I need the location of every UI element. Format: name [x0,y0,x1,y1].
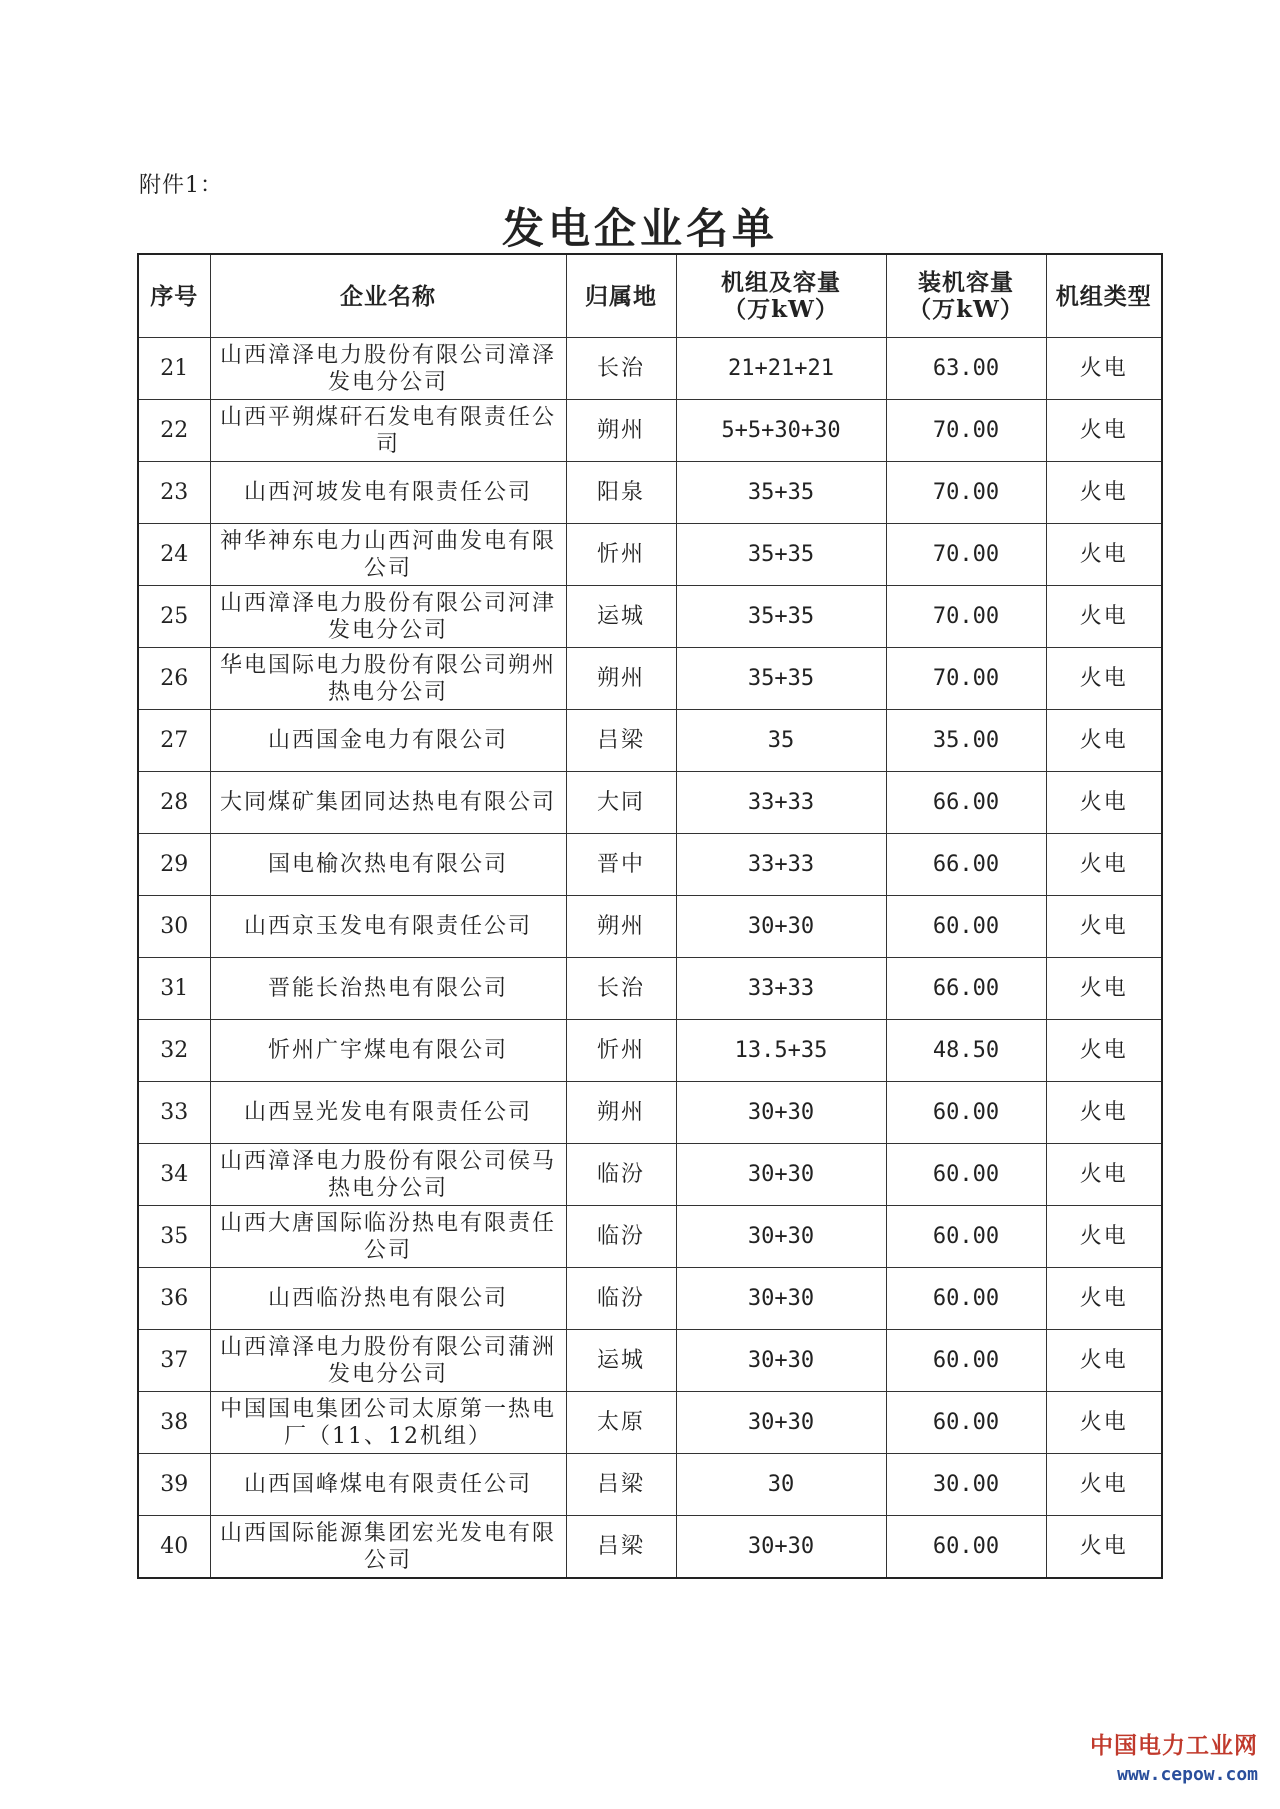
cell-installed-capacity: 66.00 [886,772,1046,834]
table-row [138,1268,1162,1330]
header-type: 机组类型 [1046,254,1162,338]
cell-company-name: 山西国际能源集团宏光发电有限公司 [210,1516,566,1579]
table-row [138,1330,1162,1392]
cell-unit-type: 火电 [1046,648,1162,710]
header-installed-line1: 装机容量 [918,269,1014,296]
table-row [138,1206,1162,1268]
cell-unit-type: 火电 [1046,524,1162,586]
cell-units-capacity: 33+33 [676,834,886,896]
cell-installed-capacity: 35.00 [886,710,1046,772]
cell-no: 31 [138,958,210,1020]
cell-unit-type: 火电 [1046,1516,1162,1579]
cell-company-name: 华电国际电力股份有限公司朔州热电分公司 [210,648,566,710]
cell-company-name: 神华神东电力山西河曲发电有限公司 [210,524,566,586]
cell-installed-capacity: 66.00 [886,958,1046,1020]
cell-company-name: 山西国金电力有限公司 [210,710,566,772]
cell-units-capacity: 30+30 [676,1330,886,1392]
cell-no: 21 [138,338,210,400]
cell-company-name: 山西大唐国际临汾热电有限责任公司 [210,1206,566,1268]
table-row [138,400,1162,462]
header-installed [886,254,1046,338]
cell-no: 27 [138,710,210,772]
cell-units-capacity: 33+33 [676,958,886,1020]
cell-company-name: 山西临汾热电有限公司 [210,1268,566,1330]
cell-company-name: 山西漳泽电力股份有限公司河津发电分公司 [210,586,566,648]
cell-company-name: 山西漳泽电力股份有限公司蒲洲发电分公司 [210,1330,566,1392]
cell-unit-type: 火电 [1046,1392,1162,1454]
cell-unit-type: 火电 [1046,1268,1162,1330]
cell-no: 40 [138,1516,210,1579]
cell-no: 34 [138,1144,210,1206]
cell-no: 35 [138,1206,210,1268]
cell-location: 朔州 [566,1082,676,1144]
header-location: 归属地 [566,254,676,338]
cell-location: 朔州 [566,648,676,710]
cell-unit-type: 火电 [1046,400,1162,462]
cell-unit-type: 火电 [1046,586,1162,648]
cell-installed-capacity: 70.00 [886,524,1046,586]
cell-unit-type: 火电 [1046,958,1162,1020]
table-row [138,834,1162,896]
cell-unit-type: 火电 [1046,338,1162,400]
table-row [138,1020,1162,1082]
table-row [138,524,1162,586]
table-row [138,1516,1162,1579]
cell-company-name: 忻州广宇煤电有限公司 [210,1020,566,1082]
page-title: 发电企业名单 [501,204,778,253]
cell-units-capacity: 30+30 [676,1082,886,1144]
cell-location: 大同 [566,772,676,834]
cell-company-name: 山西京玉发电有限责任公司 [210,896,566,958]
cell-location: 忻州 [566,1020,676,1082]
cell-units-capacity: 30+30 [676,1268,886,1330]
table-row [138,648,1162,710]
cell-no: 24 [138,524,210,586]
cell-units-capacity: 33+33 [676,772,886,834]
cell-unit-type: 火电 [1046,1144,1162,1206]
cell-location: 吕梁 [566,1516,676,1579]
cell-no: 39 [138,1454,210,1516]
cell-units-capacity: 30 [676,1454,886,1516]
cell-location: 运城 [566,586,676,648]
cell-installed-capacity: 70.00 [886,648,1046,710]
table-row [138,462,1162,524]
cell-installed-capacity: 60.00 [886,1392,1046,1454]
cell-no: 26 [138,648,210,710]
cell-company-name: 山西漳泽电力股份有限公司侯马热电分公司 [210,1144,566,1206]
watermark-name: 中国电力工业网 [1090,1733,1258,1759]
cell-no: 38 [138,1392,210,1454]
cell-units-capacity: 30+30 [676,1516,886,1579]
cell-units-capacity: 35 [676,710,886,772]
cell-no: 25 [138,586,210,648]
table-row [138,1082,1162,1144]
cell-units-capacity: 35+35 [676,586,886,648]
cell-company-name: 山西河坡发电有限责任公司 [210,462,566,524]
cell-location: 晋中 [566,834,676,896]
cell-units-capacity: 5+5+30+30 [676,400,886,462]
cell-units-capacity: 30+30 [676,1206,886,1268]
cell-location: 太原 [566,1392,676,1454]
cell-no: 22 [138,400,210,462]
table-row [138,338,1162,400]
cell-installed-capacity: 60.00 [886,1206,1046,1268]
header-installed-line2: （万kW） [908,296,1024,323]
cell-no: 29 [138,834,210,896]
cell-unit-type: 火电 [1046,1330,1162,1392]
cell-installed-capacity: 70.00 [886,586,1046,648]
table-row [138,958,1162,1020]
cell-location: 长治 [566,958,676,1020]
cell-location: 忻州 [566,524,676,586]
cell-company-name: 国电榆次热电有限公司 [210,834,566,896]
table-row [138,772,1162,834]
cell-company-name: 大同煤矿集团同达热电有限公司 [210,772,566,834]
cell-units-capacity: 30+30 [676,1144,886,1206]
cell-installed-capacity: 60.00 [886,1516,1046,1579]
cell-location: 运城 [566,1330,676,1392]
table-row [138,896,1162,958]
table-header-row [138,254,1162,338]
cell-installed-capacity: 48.50 [886,1020,1046,1082]
cell-installed-capacity: 30.00 [886,1454,1046,1516]
cell-location: 长治 [566,338,676,400]
cell-units-capacity: 21+21+21 [676,338,886,400]
table-row [138,1144,1162,1206]
cell-installed-capacity: 60.00 [886,1330,1046,1392]
cell-installed-capacity: 60.00 [886,896,1046,958]
cell-no: 36 [138,1268,210,1330]
header-no: 序号 [138,254,210,338]
cell-no: 32 [138,1020,210,1082]
table-row [138,586,1162,648]
cell-location: 临汾 [566,1206,676,1268]
cell-company-name: 山西昱光发电有限责任公司 [210,1082,566,1144]
cell-no: 37 [138,1330,210,1392]
watermark [1090,1727,1258,1785]
cell-company-name: 山西平朔煤矸石发电有限责任公司 [210,400,566,462]
header-units-line2: （万kW） [723,296,839,323]
cell-no: 30 [138,896,210,958]
cell-unit-type: 火电 [1046,462,1162,524]
attachment-label: 附件1： [139,173,223,198]
header-units-line1: 机组及容量 [721,269,841,296]
table-row [138,1454,1162,1516]
cell-units-capacity: 35+35 [676,648,886,710]
cell-unit-type: 火电 [1046,772,1162,834]
cell-units-capacity: 35+35 [676,462,886,524]
header-units [676,254,886,338]
cell-installed-capacity: 70.00 [886,400,1046,462]
table-row [138,710,1162,772]
cell-unit-type: 火电 [1046,1020,1162,1082]
cell-location: 阳泉 [566,462,676,524]
table-row [138,1392,1162,1454]
cell-no: 28 [138,772,210,834]
cell-location: 吕梁 [566,1454,676,1516]
cell-location: 临汾 [566,1268,676,1330]
cell-installed-capacity: 60.00 [886,1144,1046,1206]
cell-company-name: 晋能长治热电有限公司 [210,958,566,1020]
cell-unit-type: 火电 [1046,834,1162,896]
cell-location: 朔州 [566,896,676,958]
cell-unit-type: 火电 [1046,1082,1162,1144]
cell-company-name: 山西漳泽电力股份有限公司漳泽发电分公司 [210,338,566,400]
cell-unit-type: 火电 [1046,896,1162,958]
watermark-url: www.cepow.com [1117,1764,1258,1785]
cell-unit-type: 火电 [1046,710,1162,772]
cell-unit-type: 火电 [1046,1206,1162,1268]
cell-location: 吕梁 [566,710,676,772]
cell-units-capacity: 30+30 [676,1392,886,1454]
cell-unit-type: 火电 [1046,1454,1162,1516]
cell-location: 朔州 [566,400,676,462]
cell-installed-capacity: 66.00 [886,834,1046,896]
cell-units-capacity: 30+30 [676,896,886,958]
header-name: 企业名称 [210,254,566,338]
cell-units-capacity: 35+35 [676,524,886,586]
cell-units-capacity: 13.5+35 [676,1020,886,1082]
cell-installed-capacity: 60.00 [886,1268,1046,1330]
cell-installed-capacity: 70.00 [886,462,1046,524]
cell-no: 23 [138,462,210,524]
cell-location: 临汾 [566,1144,676,1206]
cell-company-name: 山西国峰煤电有限责任公司 [210,1454,566,1516]
cell-installed-capacity: 60.00 [886,1082,1046,1144]
cell-installed-capacity: 63.00 [886,338,1046,400]
cell-no: 33 [138,1082,210,1144]
company-table [137,253,1163,1579]
cell-company-name: 中国国电集团公司太原第一热电厂（11、12机组） [210,1392,566,1454]
